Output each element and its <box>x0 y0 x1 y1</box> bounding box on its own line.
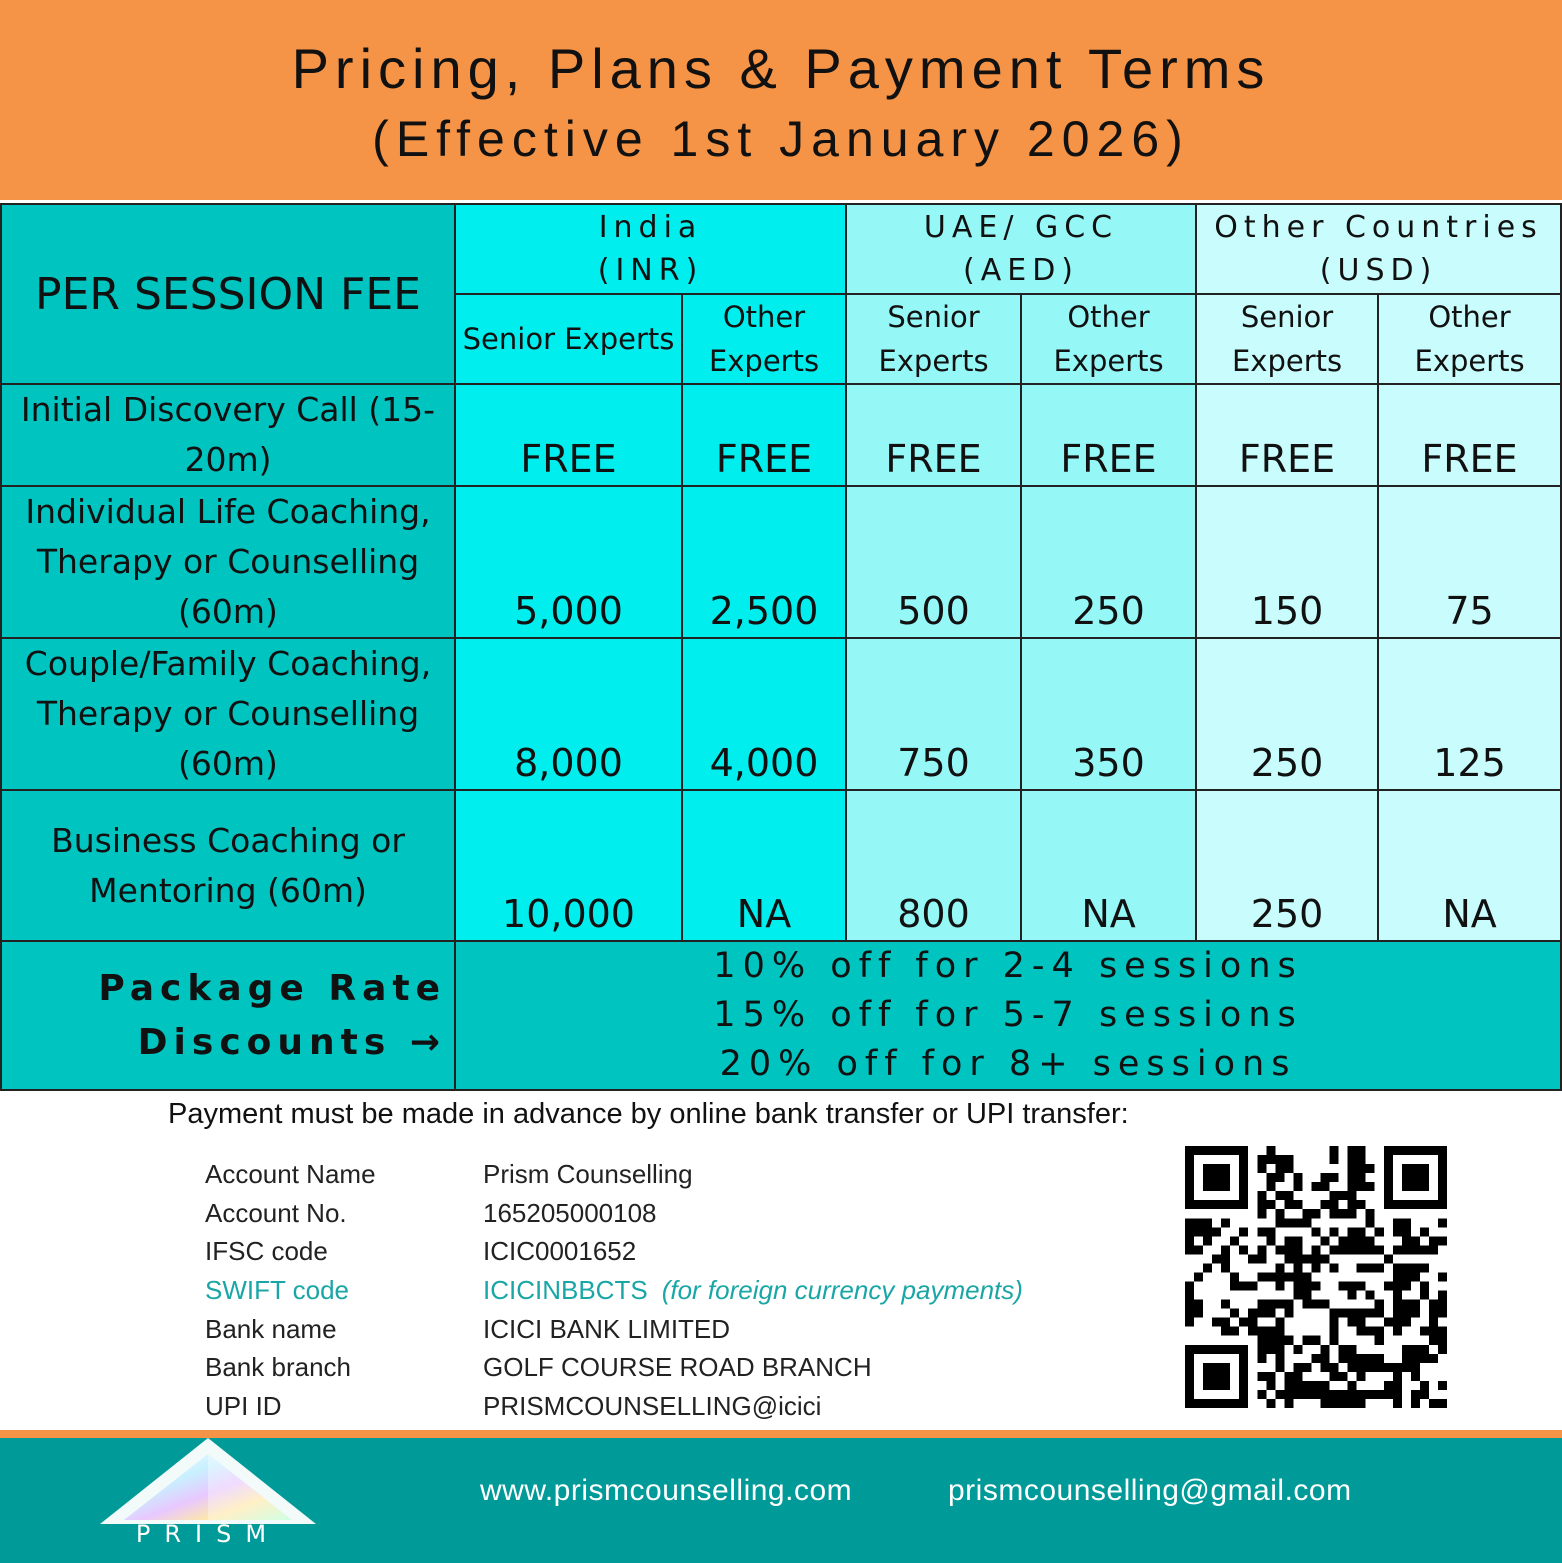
subheader-cell: Senior Experts <box>846 294 1021 384</box>
page-header <box>0 0 1562 200</box>
fee-cell: 750 <box>846 638 1021 790</box>
group-india: India (INR) <box>455 204 846 294</box>
fee-cell: FREE <box>1196 384 1378 486</box>
fee-cell: 4,000 <box>682 638 846 790</box>
swift-note: (for foreign currency payments) <box>661 1275 1023 1306</box>
fee-cell: FREE <box>455 384 682 486</box>
group-uae-gcc: UAE/ GCC (AED) <box>846 204 1196 294</box>
logo-wordmark: PRISM <box>135 1520 281 1548</box>
fee-cell: 10,000 <box>455 790 682 941</box>
fee-cell: NA <box>1378 790 1561 941</box>
account-no-label: Account No. <box>205 1197 347 1228</box>
fee-cell: NA <box>682 790 846 941</box>
account-name-value: Prism Counselling <box>483 1159 693 1189</box>
fee-cell: FREE <box>1378 384 1561 486</box>
swift-value: ICICINBBCTS <box>483 1275 648 1306</box>
subheader-cell: Other Experts <box>1021 294 1196 384</box>
row-label: Couple/Family Coaching, Therapy or Counselling (60m) <box>1 638 455 790</box>
discount-line: 15% off for 5-7 sessions <box>713 995 1303 1035</box>
upi-id-label: UPI ID <box>205 1391 282 1422</box>
row-label: Individual Life Coaching, Therapy or Counselling (60m) <box>1 486 455 638</box>
fee-cell: 350 <box>1021 638 1196 790</box>
ifsc-value: ICIC0001652 <box>483 1236 637 1267</box>
subheader-cell: Senior Experts <box>455 294 682 384</box>
fee-cell: FREE <box>846 384 1021 486</box>
account-no-value: 165205000108 <box>483 1197 657 1228</box>
upi-qr-code <box>1185 1146 1447 1408</box>
payment-instructions: Payment must be made in advance by online bank transfer or UPI transfer: <box>168 1098 1129 1130</box>
swift-label: SWIFT code <box>205 1275 350 1306</box>
table-row <box>1 790 1561 941</box>
table-row <box>1 384 1561 486</box>
fee-cell: NA <box>1021 790 1196 941</box>
subheader-cell: Senior Experts <box>1196 294 1378 384</box>
row-label: Initial Discovery Call (15-20m) <box>1 384 455 486</box>
fee-cell: 75 <box>1378 486 1561 638</box>
fee-cell: 8,000 <box>455 638 682 790</box>
fee-cell: 250 <box>1196 638 1378 790</box>
discount-line: 20% off for 8+ sessions <box>719 1044 1297 1084</box>
fee-table <box>0 203 1562 1091</box>
bank-details <box>205 1155 1023 1426</box>
table-row <box>1 486 1561 638</box>
email-link[interactable]: prismcounselling@gmail.com <box>948 1474 1352 1507</box>
discount-line: 10% off for 2-4 sessions <box>713 946 1303 986</box>
prism-logo <box>98 1436 318 1548</box>
package-discounts <box>455 941 1561 1090</box>
ifsc-label: IFSC code <box>205 1236 328 1267</box>
fee-cell: 2,500 <box>682 486 846 638</box>
bank-branch-value: GOLF COURSE ROAD BRANCH <box>483 1352 872 1383</box>
fee-cell: 250 <box>1021 486 1196 638</box>
row-label: Business Coaching or Mentoring (60m) <box>1 790 455 941</box>
group-other-countries: Other Countries (USD) <box>1196 204 1561 294</box>
fee-cell: FREE <box>682 384 846 486</box>
fee-cell: 125 <box>1378 638 1561 790</box>
page-subtitle: (Effective 1st January 2026) <box>372 111 1190 167</box>
fee-cell: FREE <box>1021 384 1196 486</box>
fee-cell: 500 <box>846 486 1021 638</box>
bank-name-value: ICICI BANK LIMITED <box>483 1313 731 1344</box>
per-session-fee-heading: PER SESSION FEE <box>1 204 455 384</box>
upi-id-value: PRISMCOUNSELLING@icici <box>483 1391 822 1422</box>
bank-name-label: Bank name <box>205 1313 337 1344</box>
website-link[interactable]: www.prismcounselling.com <box>480 1474 853 1507</box>
bank-branch-label: Bank branch <box>205 1352 351 1383</box>
fee-cell: 150 <box>1196 486 1378 638</box>
account-name-label: Account Name <box>205 1159 376 1189</box>
subheader-cell: Other Experts <box>682 294 846 384</box>
fee-cell: 5,000 <box>455 486 682 638</box>
page-title: Pricing, Plans & Payment Terms <box>291 37 1271 100</box>
fee-cell: 250 <box>1196 790 1378 941</box>
subheader-cell: Other Experts <box>1378 294 1561 384</box>
fee-cell: 800 <box>846 790 1021 941</box>
package-rate-label: Package Rate Discounts → <box>1 941 455 1090</box>
table-row <box>1 638 1561 790</box>
